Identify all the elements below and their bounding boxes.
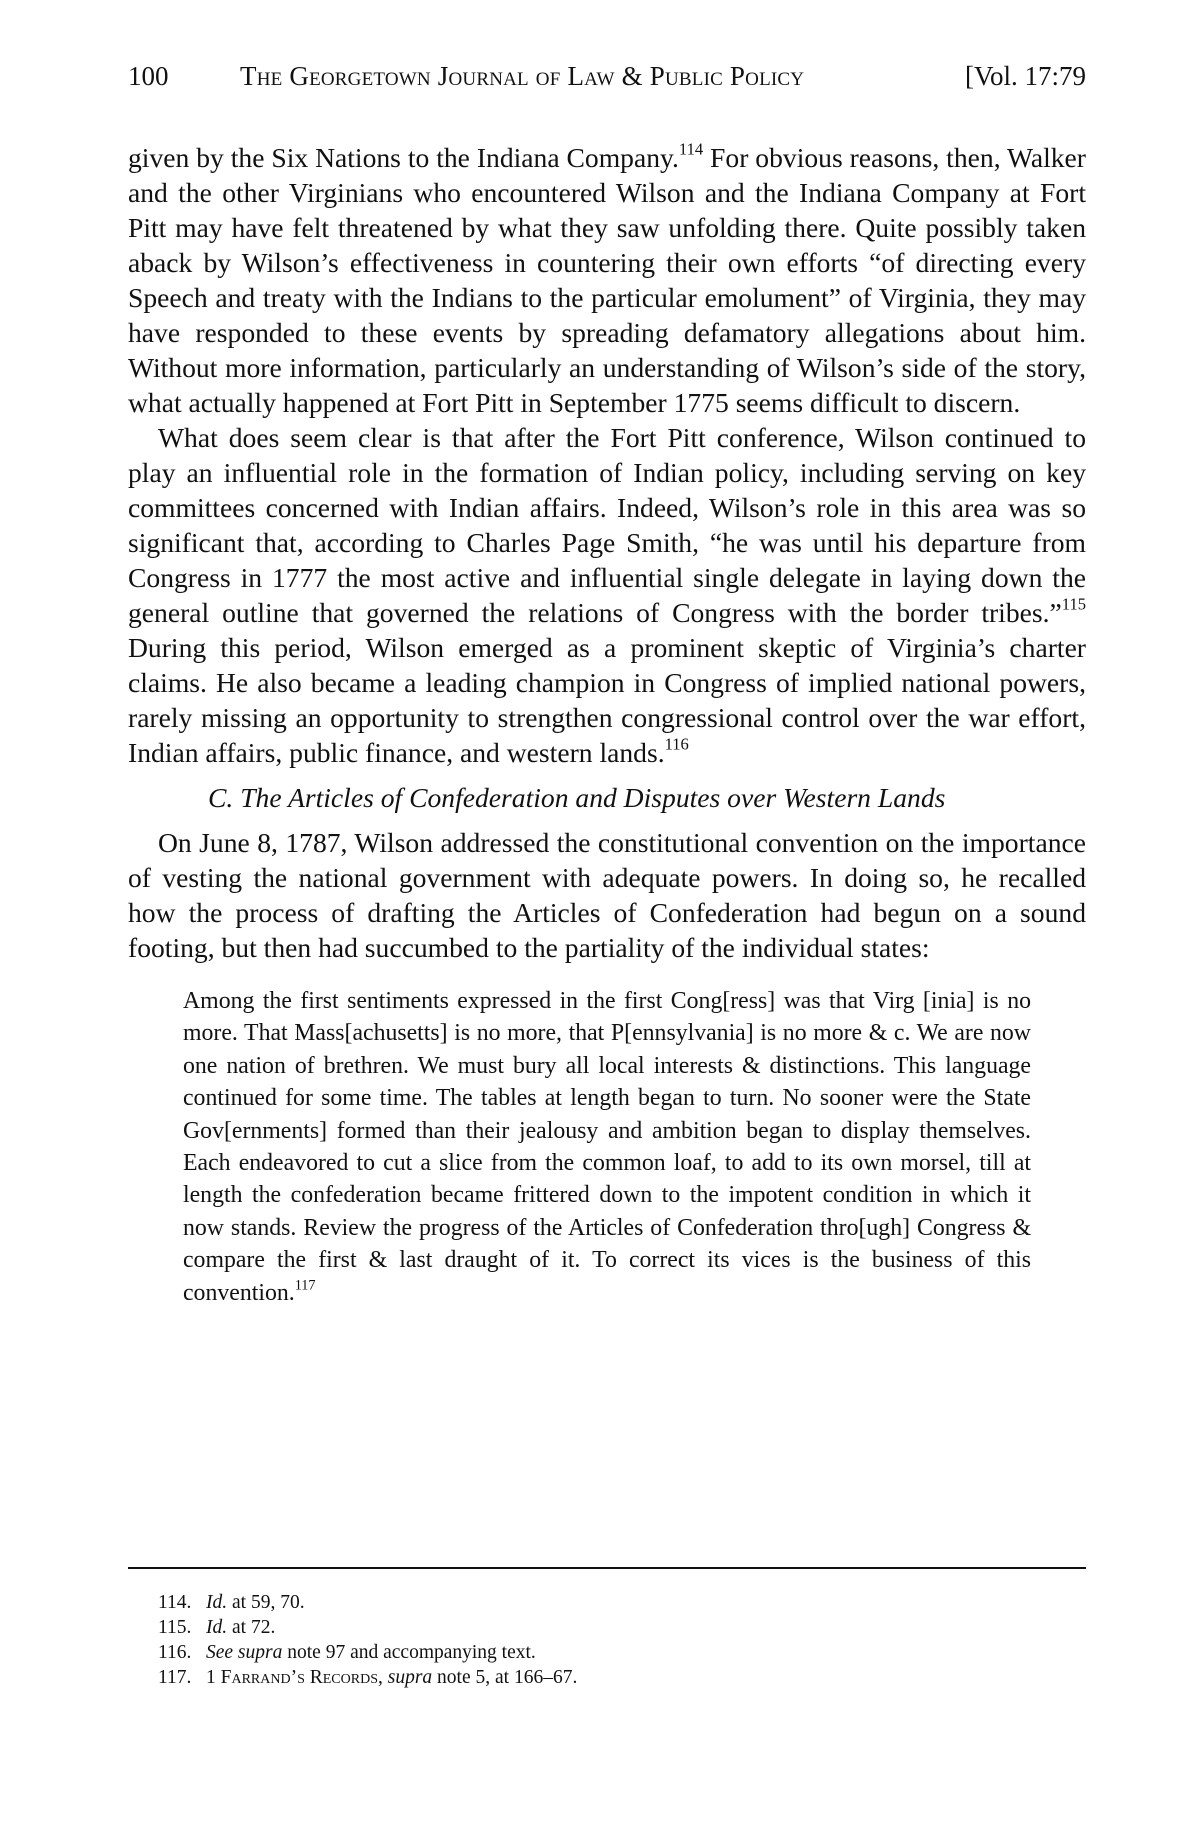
journal-title: The Georgetown Journal of Law & Public Policy [240,61,805,91]
paragraph: What does seem clear is that after the Fort Pitt conference, Wilson continued to play an influential role in the formation of Indian policy, including serving on key committees concerned with Indian affairs. Indeed, Wilson’s role in this area was so significant that, according to Charles Page Smith, “he was until his departure from Congress in 1777 the most active and influential single delegate in laying down the general outline that governed the relations of Congress with the border tribes.”$^{115}$ During this period, Wilson emerged as a prominent skeptic of Virginia’s charter claims. He also became a leading champion in Congress of implied national powers, rarely missing an opportunity to strengthen congressional control over the war effort, Indian affairs, public finance, and western lands.$^{116}$ [128,422,1086,768]
page-number: 100 [128,61,169,91]
volume-citation: [Vol. 17:79 [964,61,1086,91]
paragraph: On June 8, 1787, Wilson addressed the constitutional convention on the importance of vesting the national government with adequate powers. In doing so, he recalled how the process of drafting the Articles of Confederation had begun on a sound footing, but then had succumbed to the partiality of the individual states: [128,827,1086,963]
paragraph: given by the Six Nations to the Indiana Company.$^{114}$ For obvious reasons, then, Walker and the other Virginians who encountered Wilson and the Indiana Company at Fort Pitt may have felt threatened by what they saw unfolding there. Quite possibly taken aback by Wilson’s effectiveness in countering their own efforts “of directing every Speech and treaty with the Indians to the particular emolument” of Virginia, they may have responded to these events by spreading defamatory allegations about him. Without more information, particularly an understanding of Wilson’s side of the story, what actually happened at Fort Pitt in September 1775 seems difficult to discern. [128,139,1086,418]
footnotes [158,1590,1058,1690]
footnote: 116. See supra note 97 and accompanying text. [158,1642,536,1663]
footnote-ref[interactable]: 114 [678,139,704,159]
footnote-ref[interactable]: 117 [294,1276,316,1293]
footnote: 117. 1 Farrand’s Records, supra note 5, at 166–67. [158,1667,578,1688]
section-heading: C. The Articles of Confederation and Disputes over Western Lands [208,782,946,813]
footnote-divider [128,1567,1086,1569]
footnote-ref[interactable]: 115 [1061,594,1086,614]
footnote-ref[interactable]: 116 [664,734,689,754]
article-body [128,140,1086,1309]
footnote: 114. Id. at 59, 70. [158,1592,305,1613]
block-quote: Among the first sentiments expressed in the first Cong[ress] was that Virg [inia] is no more. That Mass[achusetts] is no more, that P[ennsylvania] is no more & c. We are now one nation of brethren. We must bury all local interests & distinctions. This language continued for some time. The tables at length began to turn. No sooner were the State Gov[ernments] formed than their jealousy and ambition began to display themselves. Each endeavored to cut a slice from the common loaf, to add to its own morsel, till at length the confederation became frittered down to the impotent condition in which it now stands. Review the progress of the Articles of Confederation thro[ugh] Congress & compare the first & last draught of it. To correct its vices is the business of this convention.$^{117}$ [183,988,1031,1306]
running-header [128,56,1086,96]
footnote: 115. Id. at 72. [158,1617,276,1638]
